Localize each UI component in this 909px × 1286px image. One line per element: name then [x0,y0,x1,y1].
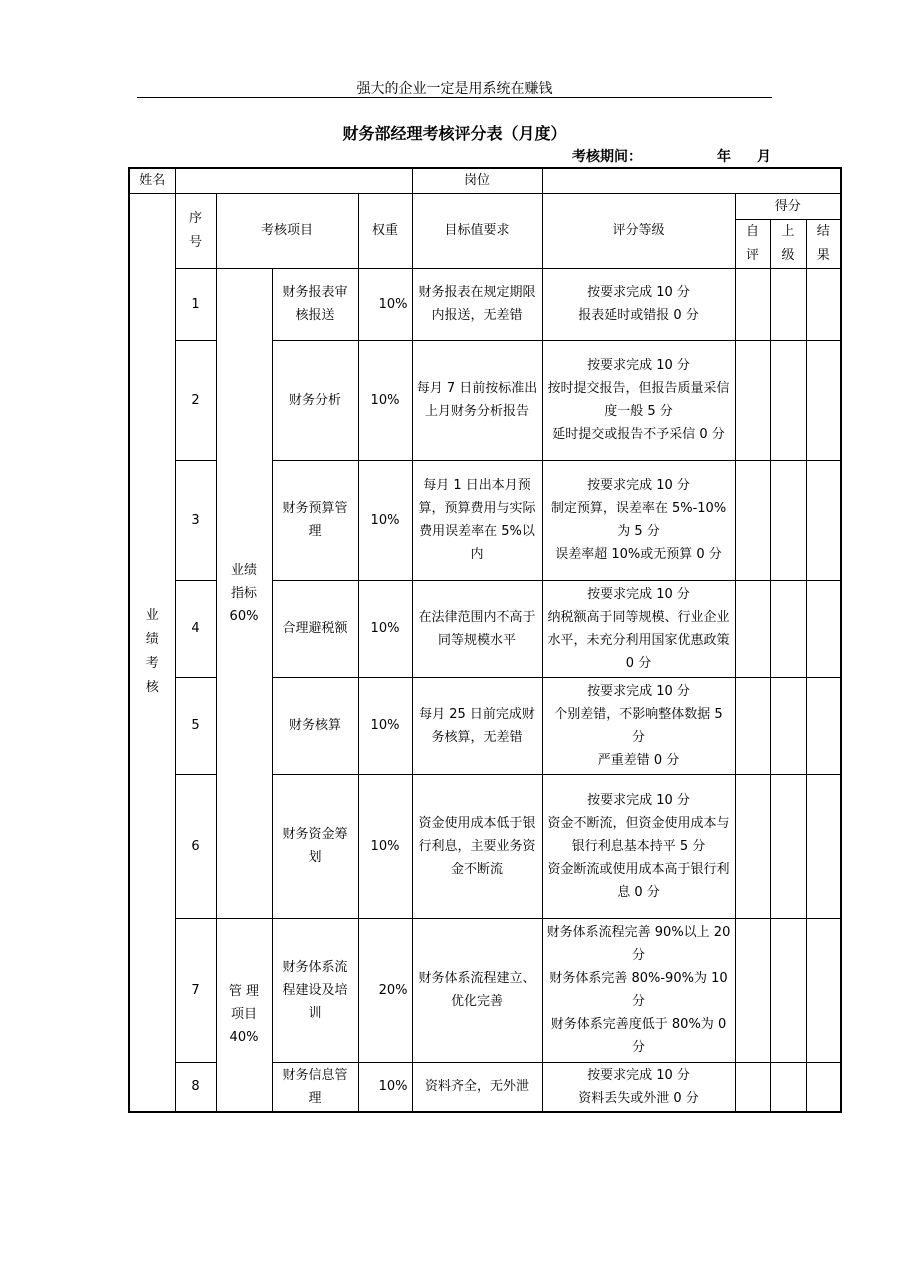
result-cell[interactable] [806,1062,841,1112]
self-score-cell[interactable] [735,460,770,580]
name-field[interactable] [175,168,412,193]
row-weight: 10% [358,268,412,340]
row-weight: 10% [358,460,412,580]
period-year: 年 [717,149,731,165]
row-seq: 6 [175,774,216,918]
group-performance: 业绩 指标 60% [216,268,272,918]
row-target: 每月 1 日出本月预算，预算费用与实际费用误差率在 5%以内 [412,460,542,580]
superior-score-cell[interactable] [770,460,806,580]
row-grading: 按要求完成 10 分 纳税额高于同等规模、行业企业水平，未充分利用国家优惠政策 0 分 [542,580,735,677]
info-row [129,168,841,193]
self-score-cell[interactable] [735,677,770,774]
position-field[interactable] [542,168,841,193]
period-month: 月 [757,149,771,165]
row-seq: 4 [175,580,216,677]
target-header: 目标值要求 [412,193,542,268]
self-score-cell[interactable] [735,1062,770,1112]
row-target: 财务体系流程建立、优化完善 [412,918,542,1062]
row-target: 资金使用成本低于银行利息，主要业务资金不断流 [412,774,542,918]
row-target: 在法律范围内不高于同等规模水平 [412,580,542,677]
row-seq: 5 [175,677,216,774]
score-header: 得分 [735,193,841,219]
row-target: 财务报表在规定期限内报送，无差错 [412,268,542,340]
result-cell[interactable] [806,460,841,580]
row-seq: 2 [175,340,216,460]
row-item: 财务报表审核报送 [272,268,358,340]
result-cell[interactable] [806,774,841,918]
self-score-cell[interactable] [735,340,770,460]
superior-score-header: 上级 [770,219,806,268]
category-label: 业绩考核 [145,608,159,696]
self-score-cell[interactable] [735,268,770,340]
superior-score-cell[interactable] [770,340,806,460]
row-seq: 7 [175,918,216,1062]
row-item: 合理避税额 [272,580,358,677]
row-item: 财务资金筹划 [272,774,358,918]
superior-score-cell[interactable] [770,677,806,774]
group-management: 管 理 项目 40% [216,918,272,1112]
grading-header: 评分等级 [542,193,735,268]
row-grading: 按要求完成 10 分 按时提交报告，但报告质量采信度一般 5 分 延时提交或报告不予采信 0 分 [542,340,735,460]
superior-score-cell[interactable] [770,918,806,1062]
row-weight: 10% [358,580,412,677]
self-score-cell[interactable] [735,918,770,1062]
row-item: 财务体系流程建设及培训 [272,918,358,1062]
superior-score-cell[interactable] [770,774,806,918]
row-grading: 按要求完成 10 分 报表延时或错报 0 分 [542,268,735,340]
row-target: 资料齐全，无外泄 [412,1062,542,1112]
superior-score-cell[interactable] [770,1062,806,1112]
header-divider [137,97,772,98]
row-target: 每月 25 日前完成财务核算，无差错 [412,677,542,774]
row-grading: 按要求完成 10 分 资料丢失或外泄 0 分 [542,1062,735,1112]
self-score-cell[interactable] [735,580,770,677]
row-seq: 8 [175,1062,216,1112]
row-item: 财务分析 [272,340,358,460]
result-cell[interactable] [806,918,841,1062]
position-label: 岗位 [412,168,542,193]
row-weight: 10% [358,677,412,774]
table-row [129,268,841,340]
self-score-cell[interactable] [735,774,770,918]
item-header: 考核项目 [216,193,358,268]
header-row-1 [129,193,841,219]
table-row [129,918,841,1062]
page-title: 财务部经理考核评分表（月度） [342,124,567,143]
weight-header: 权重 [358,193,412,268]
row-item: 财务核算 [272,677,358,774]
assessment-table [128,167,842,1113]
row-grading: 按要求完成 10 分 制定预算，误差率在 5%-10%为 5 分 误差率超 10%或无预算 0 分 [542,460,735,580]
row-item: 财务信息管理 [272,1062,358,1112]
seq-header: 序号 [175,193,216,268]
row-seq: 1 [175,268,216,340]
row-grading: 按要求完成 10 分 资金不断流，但资金使用成本与银行利息基本持平 5 分 资金断流或使用成本高于银行利息 0 分 [542,774,735,918]
result-cell[interactable] [806,677,841,774]
row-weight: 10% [358,774,412,918]
result-cell[interactable] [806,340,841,460]
category-cell [129,193,175,1112]
row-weight: 20% [358,918,412,1062]
row-item: 财务预算管理 [272,460,358,580]
name-label: 姓名 [129,168,175,193]
result-cell[interactable] [806,580,841,677]
row-grading: 按要求完成 10 分 个别差错，不影响整体数据 5 分 严重差错 0 分 [542,677,735,774]
row-weight: 10% [358,1062,412,1112]
self-score-header: 自评 [735,219,770,268]
period-label: 考核期间： [572,149,642,165]
superior-score-cell[interactable] [770,268,806,340]
row-seq: 3 [175,460,216,580]
result-header: 结果 [806,219,841,268]
row-grading: 财务体系流程完善 90%以上 20 分 财务体系完善 80%-90%为 10 分 财务体系完善度低于 80%为 0 分 [542,918,735,1062]
superior-score-cell[interactable] [770,580,806,677]
row-target: 每月 7 日前按标准出上月财务分析报告 [412,340,542,460]
row-weight: 10% [358,340,412,460]
result-cell[interactable] [806,268,841,340]
header-slogan: 强大的企业一定是用系统在赚钱 [356,81,553,97]
